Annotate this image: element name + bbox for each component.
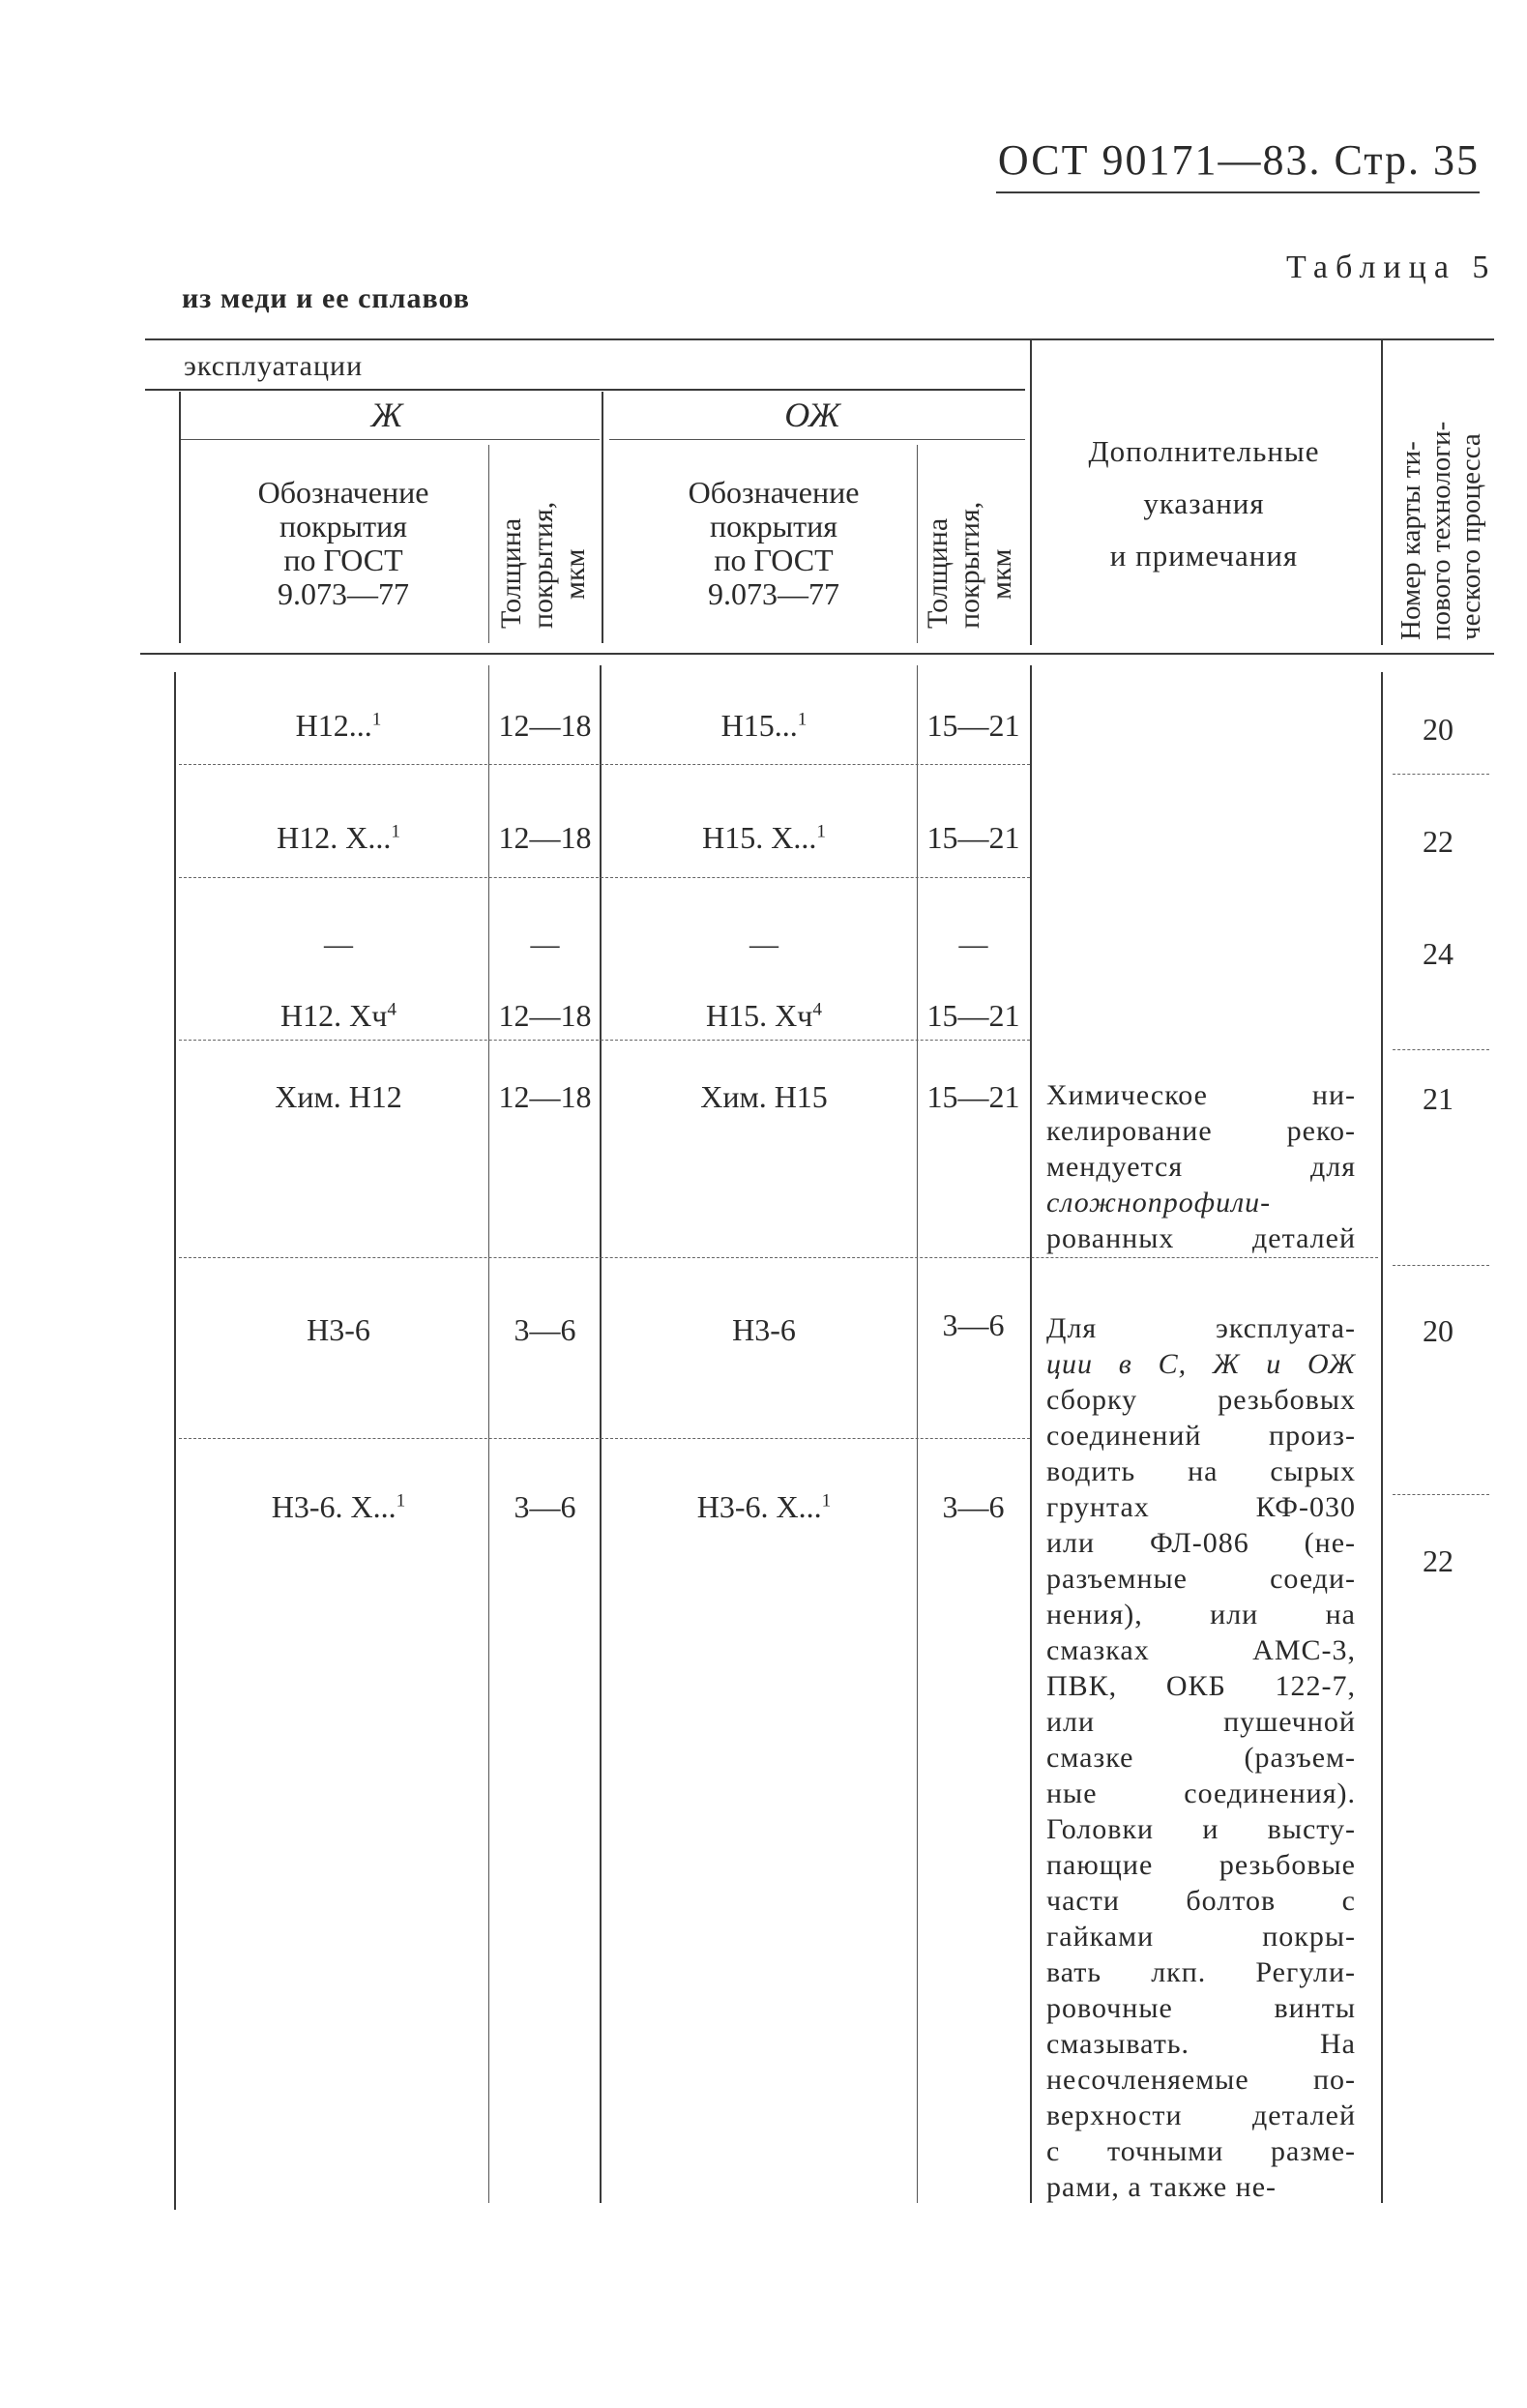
thickness-cell: 3—6: [514, 1312, 576, 1347]
group-right-border-body: [1030, 665, 1032, 2203]
table-row: Н12. Х...$^1$: [277, 820, 400, 855]
notes-header: Дополнительные указания и примечания: [1088, 434, 1320, 573]
zh-ozh-divider: [602, 392, 603, 643]
zh-thick-left: [488, 445, 489, 643]
card-cell: 22: [1423, 824, 1454, 859]
designation-cell: Хим. Н15: [700, 1079, 828, 1114]
zh-header-rule: [179, 439, 600, 440]
notes-right-border: [1381, 340, 1383, 645]
table-row: Н12...$^1$: [295, 708, 382, 743]
thickness-cell: 3—6: [514, 1489, 576, 1524]
table-row: Н3-6. Х...$^1$: [271, 1489, 406, 1524]
ozh-thick-left-body: [917, 665, 918, 2203]
thickness-cell: 15—21: [926, 820, 1020, 855]
thickness-cell: 15—21: [926, 1079, 1020, 1114]
zh-thick-left-body: [488, 665, 489, 2203]
assembly-note: Для эксплуата- ции в С, Ж и ОЖ сборку резьбовых соединений произ- водить на сырых грунтах КФ-030 или ФЛ-086 (не- разъемные соеди- нения), или на смазках АМС-3, ПВК, ОКБ 122-7, или пушечной смазке (разъем- ные соединения). Головки и высту- пающие резьбовые части болтов с гайками покры- вать лкп. Регули- ровочные винты смазывать. На несочленяемые по- верхности деталей с точными разме- рами, а также не-: [1046, 1312, 1356, 2203]
row-separator: [179, 877, 1030, 878]
header-bottom-rule: [140, 653, 1494, 655]
row-separator: [179, 764, 1030, 765]
thickness-cell: 15—21: [926, 708, 1020, 743]
card-number-header: Номер карты ти- пового технологи- ческого процесса: [1395, 421, 1486, 640]
table-row: Н12. $Хч^4$: [280, 998, 396, 1033]
card-cell: 20: [1423, 1313, 1454, 1348]
row-separator: [179, 1040, 1030, 1041]
dash-cell: —: [324, 928, 353, 960]
dash-cell: —: [530, 928, 560, 960]
card-cell: 21: [1423, 1081, 1454, 1116]
table-label: Таблица 5: [1286, 250, 1497, 285]
designation-cell: Н15...$^1$: [720, 708, 808, 743]
designation-cell: Н3-6: [732, 1312, 796, 1347]
ozh-thick-left: [917, 445, 918, 643]
designation-cell: Н15. $Хч^4$: [706, 998, 822, 1033]
card-cell: 22: [1423, 1543, 1454, 1578]
group-header-rule: [145, 389, 1025, 391]
notes-right-border-body: [1381, 672, 1383, 2203]
card-cell: 24: [1423, 936, 1454, 971]
dash-cell: —: [749, 928, 778, 960]
table-top-rule: [145, 338, 1494, 340]
ozh-thickness-header: Толщина покрытия, мкм: [922, 501, 1017, 629]
row-separator: [1393, 1049, 1489, 1050]
table-row: Хим. Н12: [275, 1079, 402, 1114]
col-left-border-body: [174, 672, 176, 2210]
thickness-cell: 12—18: [498, 1079, 592, 1114]
designation-cell: Н3-6. Х...$^1$: [696, 1489, 832, 1524]
row-separator: [1393, 1494, 1489, 1495]
designation-cell: Н15. Х...$^1$: [702, 820, 826, 855]
col-left-border: [179, 392, 181, 643]
card-cell: 20: [1423, 712, 1454, 747]
chemical-nickel-note: Химическое ни- келирование реко- мендуется для сложнопрофили- рованных деталей: [1046, 1079, 1356, 1254]
zh-ozh-divider-body: [600, 665, 602, 2203]
thickness-cell: 15—21: [926, 998, 1020, 1033]
col-ozh-header: ОЖ: [784, 396, 840, 434]
zh-thickness-header: Толщина покрытия, мкм: [495, 501, 591, 629]
thickness-cell: 3—6: [942, 1489, 1005, 1524]
ozh-header-rule: [609, 439, 1025, 440]
ozh-designation-header: Обозначение покрытия по ГОСТ 9.073—77: [688, 475, 860, 611]
group-header: эксплуатации: [184, 350, 364, 382]
row-separator: [1393, 1265, 1489, 1266]
thickness-cell: 3—6: [942, 1307, 1005, 1342]
page-header: ОСТ 90171—83. Стр. 35: [997, 136, 1480, 184]
row-separator: [179, 1257, 1378, 1258]
group-right-border: [1030, 340, 1032, 645]
thickness-cell: 12—18: [498, 708, 592, 743]
col-zh-header: Ж: [370, 396, 403, 434]
table-row: Н3-6: [307, 1312, 370, 1347]
zh-designation-header: Обозначение покрытия по ГОСТ 9.073—77: [257, 475, 429, 611]
thickness-cell: 12—18: [498, 998, 592, 1033]
dash-cell: —: [958, 928, 988, 960]
row-separator: [1393, 774, 1489, 775]
row-separator: [179, 1438, 1030, 1439]
thickness-cell: 12—18: [498, 820, 592, 855]
table-caption: из меди и ее сплавов: [182, 282, 470, 314]
header-underline: [996, 191, 1480, 193]
